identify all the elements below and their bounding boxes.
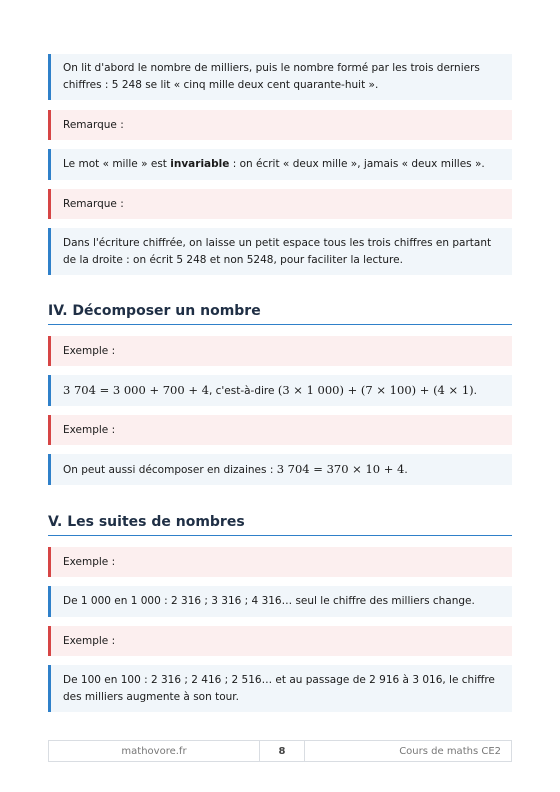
info-box-tens-decomposition bbox=[48, 454, 512, 485]
example-label: Exemple : bbox=[63, 555, 116, 568]
example-box bbox=[48, 547, 512, 577]
info-box-thousand-steps bbox=[48, 586, 512, 617]
math-expression: 3 704 = 370 × 10 + 4 bbox=[276, 461, 405, 476]
footer-course-title: Cours de maths CE2 bbox=[399, 745, 501, 757]
info-text: De 1 000 en 1 000 : 2 316 ; 3 316 ; 4 316… seul le chiffre des milliers change. bbox=[63, 595, 475, 607]
footer-site[interactable]: mathovore.fr bbox=[49, 741, 260, 761]
bold-keyword: invariable bbox=[170, 158, 230, 170]
example-label: Exemple : bbox=[63, 634, 116, 647]
info-text: On peut aussi décomposer en dizaines : 3 704 = 370 × 10 + 4. bbox=[63, 461, 408, 476]
info-text: Dans l'écriture chiffrée, on laisse un petit espace tous les trois chiffres en partant de la droite : on écrit 5 248 et non 5248, pour faciliter la lecture. bbox=[63, 236, 492, 266]
info-box-reading-thousands bbox=[48, 54, 512, 100]
page-footer bbox=[48, 740, 512, 762]
example-box bbox=[48, 626, 512, 656]
info-box-decomposition bbox=[48, 375, 512, 406]
example-label: Exemple : bbox=[63, 344, 116, 357]
section-heading-sequences: V. Les suites de nombres bbox=[48, 514, 512, 536]
info-box-digit-spacing bbox=[48, 228, 512, 275]
footer-page-number: 8 bbox=[260, 741, 305, 761]
info-box-hundred-steps bbox=[48, 665, 512, 712]
section-heading-decompose: IV. Décomposer un nombre bbox=[48, 303, 512, 325]
remark-label: Remarque : bbox=[63, 118, 124, 131]
remark-label: Remarque : bbox=[63, 197, 124, 210]
math-expression: (3 × 1 000) + (7 × 100) + (4 × 1) bbox=[277, 382, 474, 397]
remark-box bbox=[48, 189, 512, 219]
info-text: Le mot « mille » est invariable : on écrit « deux mille », jamais « deux milles ». bbox=[63, 158, 485, 170]
info-text: On lit d'abord le nombre de milliers, puis le nombre formé par les trois derniers chiffres : 5 248 se lit « cinq mille deux cent quarante-huit ». bbox=[63, 62, 480, 91]
remark-box bbox=[48, 110, 512, 140]
example-box bbox=[48, 336, 512, 366]
info-text: 3 704 = 3 000 + 700 + 4, c'est-à-dire (3 × 1 000) + (7 × 100) + (4 × 1). bbox=[63, 382, 477, 397]
info-text: De 100 en 100 : 2 316 ; 2 416 ; 2 516… et au passage de 2 916 à 3 016, le chiffre des milliers augmente à son tour. bbox=[63, 673, 495, 703]
info-box-mille-invariable bbox=[48, 149, 512, 180]
math-expression: 3 704 = 3 000 + 700 + 4 bbox=[63, 382, 209, 397]
example-box bbox=[48, 415, 512, 445]
example-label: Exemple : bbox=[63, 423, 116, 436]
